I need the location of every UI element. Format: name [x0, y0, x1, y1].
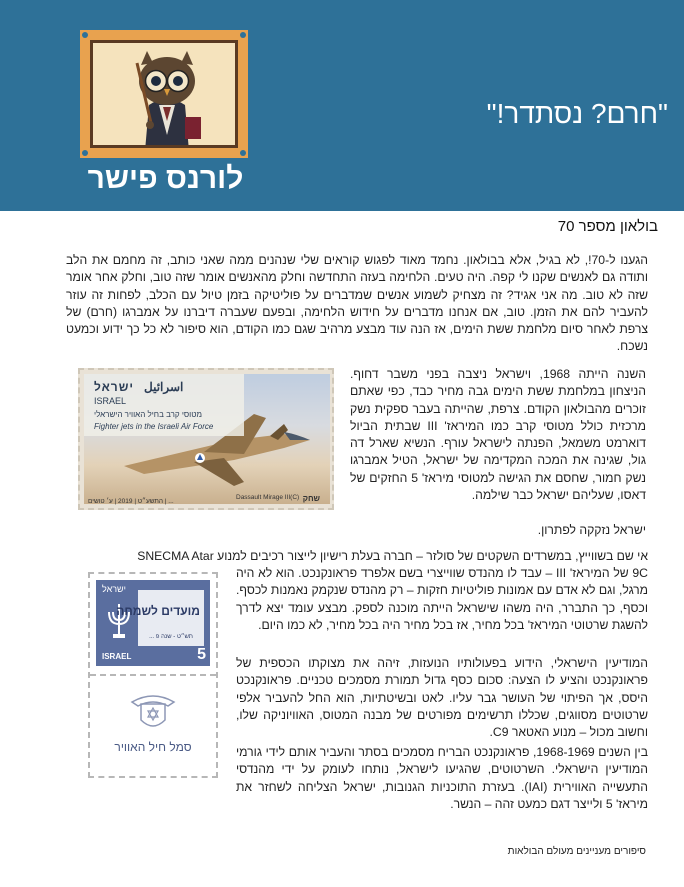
engineer-paragraph: 9C של המיראז' III – עבד לו מהנדס שווייצרי בשם אלפרד פראונקנכט. הוא לא היה מרגל, וגם לא אדם עם אמונות פוליטיות חזקות – רק מהנדס שנקמק נאמנות לכסף. וכסף, כך התברר, היה משהו שישראל הייתה מוכנה לספק. מבצע עומד יצא לדרך להשגת שרטוטי המיראז' בכל מחיר, אז בכל מחיר היה בכל מחיר, לא כמו היום. [236, 566, 648, 632]
years-1968-1969-paragraph: בין השנים 1968-1969, פראונקנכט הבריח מסמכים בסתר והעביר אותם לידי גורמי המודיעין הישראלי. השרטוטים, שהגיעו לישראל, נותחו לעומק על ידי מהנדסי התעשייה האווירית (IAI). בעזרת התוכניות הגנובות, ישראל הצליחה לשחזר את מיראז' 5 ולייצר דגם כמעט זהה – הנשר. [236, 745, 648, 811]
engineer-paragraph-line1: אי שם בשווייץ, במשרדים השקטים של סולזר – חברה בעלת רישיון לייצור רכיבים למנוע SNECMA Atar [137, 549, 648, 563]
festival-tab-stamp-image [88, 572, 218, 778]
bulletin-number: בולאון מספר 70 [557, 218, 658, 235]
tab-stamp-country-en: ISRAEL [102, 652, 132, 661]
author-name: לורנס פישר [87, 162, 244, 195]
page-title: "חרם? נסתדר!" [486, 98, 668, 129]
stamp-aircraft-label-he: שחק [302, 494, 320, 503]
owl-logo-stamp [80, 30, 248, 158]
solution-paragraph: ישראל נזקקה לפתרון. [537, 523, 646, 537]
stamp-country-en: ISRAEL [94, 396, 127, 406]
intro-paragraph: הגענו ל-70!, לא בגיל, אלא בבולאון. נחמד מאוד לפגוש קוראים שלי שנהנים ממה שאני כותב, זה מחמם את הלב ותודה גם לאנשים שקנו לי קפה. היה טעים. הלחימה בעזה התחדשה וחלק מהאנשים אומר שזה טוב, וחלק אחר אומר שזה לא טוב. מה אני אגיד? זה מצחיק לשמוע אנשים שמדברים על פוליטיקה בזמן טיול עם הכלב, לפחות זה עוזר להעביר להם את הזמן. טוב, אם אנחנו מדברים על חידוש הלחימה, ובפעם שעברה דיברנו על אמברגו (חרם) של צרפת לאחר סיום מלחמת ששת הימים, אז הנה עוד מבצע מרהיב שגם כמו הקודם, הוא סיפור לא כל כך ידוע וכמעט נשכח. [66, 253, 648, 354]
tab-stamp-tab-text: סמל חיל האוויר [114, 740, 192, 754]
stamp-caption-he: מטוסי קרב בחיל האוויר הישראלי [94, 410, 202, 419]
air-force-emblem-icon [128, 686, 178, 734]
stamp-aircraft-label: Dassault Mirage III(C) [236, 494, 300, 501]
intelligence-paragraph: המודיעין הישראלי, הידוע בפעולותיו הנועזות, זיהה את מצוקתו הכספית של פראונקנכט והציע לו הצעה: סכום כסף גדול תמורת מסמכים טכניים. פראונקנכט היסס, אך הפיתוי של העושר גבר עליו. לאט ובשיטתיות, הוא החל להעביר אלפי שרטוטים מסווגים, שכללו תרשימים מפורטים של מבנה המטוס, האוויוניקה שלו, וחשוב מכול – מנוע האטאר C9. [236, 656, 648, 740]
stamp-footer: התשע״ט | 2019 | ע׳ טושים | ... [88, 498, 174, 505]
tab-stamp-country-he: ישראל [102, 584, 126, 594]
owl-teacher-icon [93, 43, 238, 148]
page-header [0, 0, 684, 211]
tab-stamp-denomination: 5 [197, 646, 206, 663]
mirage-stamp-image [78, 368, 334, 510]
tab-stamp-subtitle: תש״ט - שנה פ ... [149, 634, 193, 640]
tab-stamp-title: מועדים לשמחה [116, 604, 200, 618]
stamp-country-ar: اسرائيل [144, 380, 184, 394]
page-footer: סיפורים מעניינים מעולם הבולאות [507, 846, 646, 857]
stamp-country-he: ישראל [94, 380, 135, 394]
stamp-caption-en: Fighter jets in the Israeli Air Force [94, 422, 214, 431]
year-1968-paragraph: השנה הייתה 1968, וישראל ניצבה בפני משבר דחוף. הניצחון במלחמת ששת הימים גבה מחיר כבד, כפי שאתם זוכרים מהבולאון הקודם. צרפת, שהייתה בעבר ספקית נשק מרכזית כולל מטוסי קרב כמו המיראז' III שבתית הביול דוארמט משמאל, הפנתה לישראל עורף. הנשיא שארל דה גול, שגינה את המכה המקדימה של ישראל, הטיל אמברגו נשק חמור, שחסם את הגישה למטוסי מיראז' 5 החזקים של דאסו, שעליהם ישראל כבר שילמה. [350, 367, 647, 503]
